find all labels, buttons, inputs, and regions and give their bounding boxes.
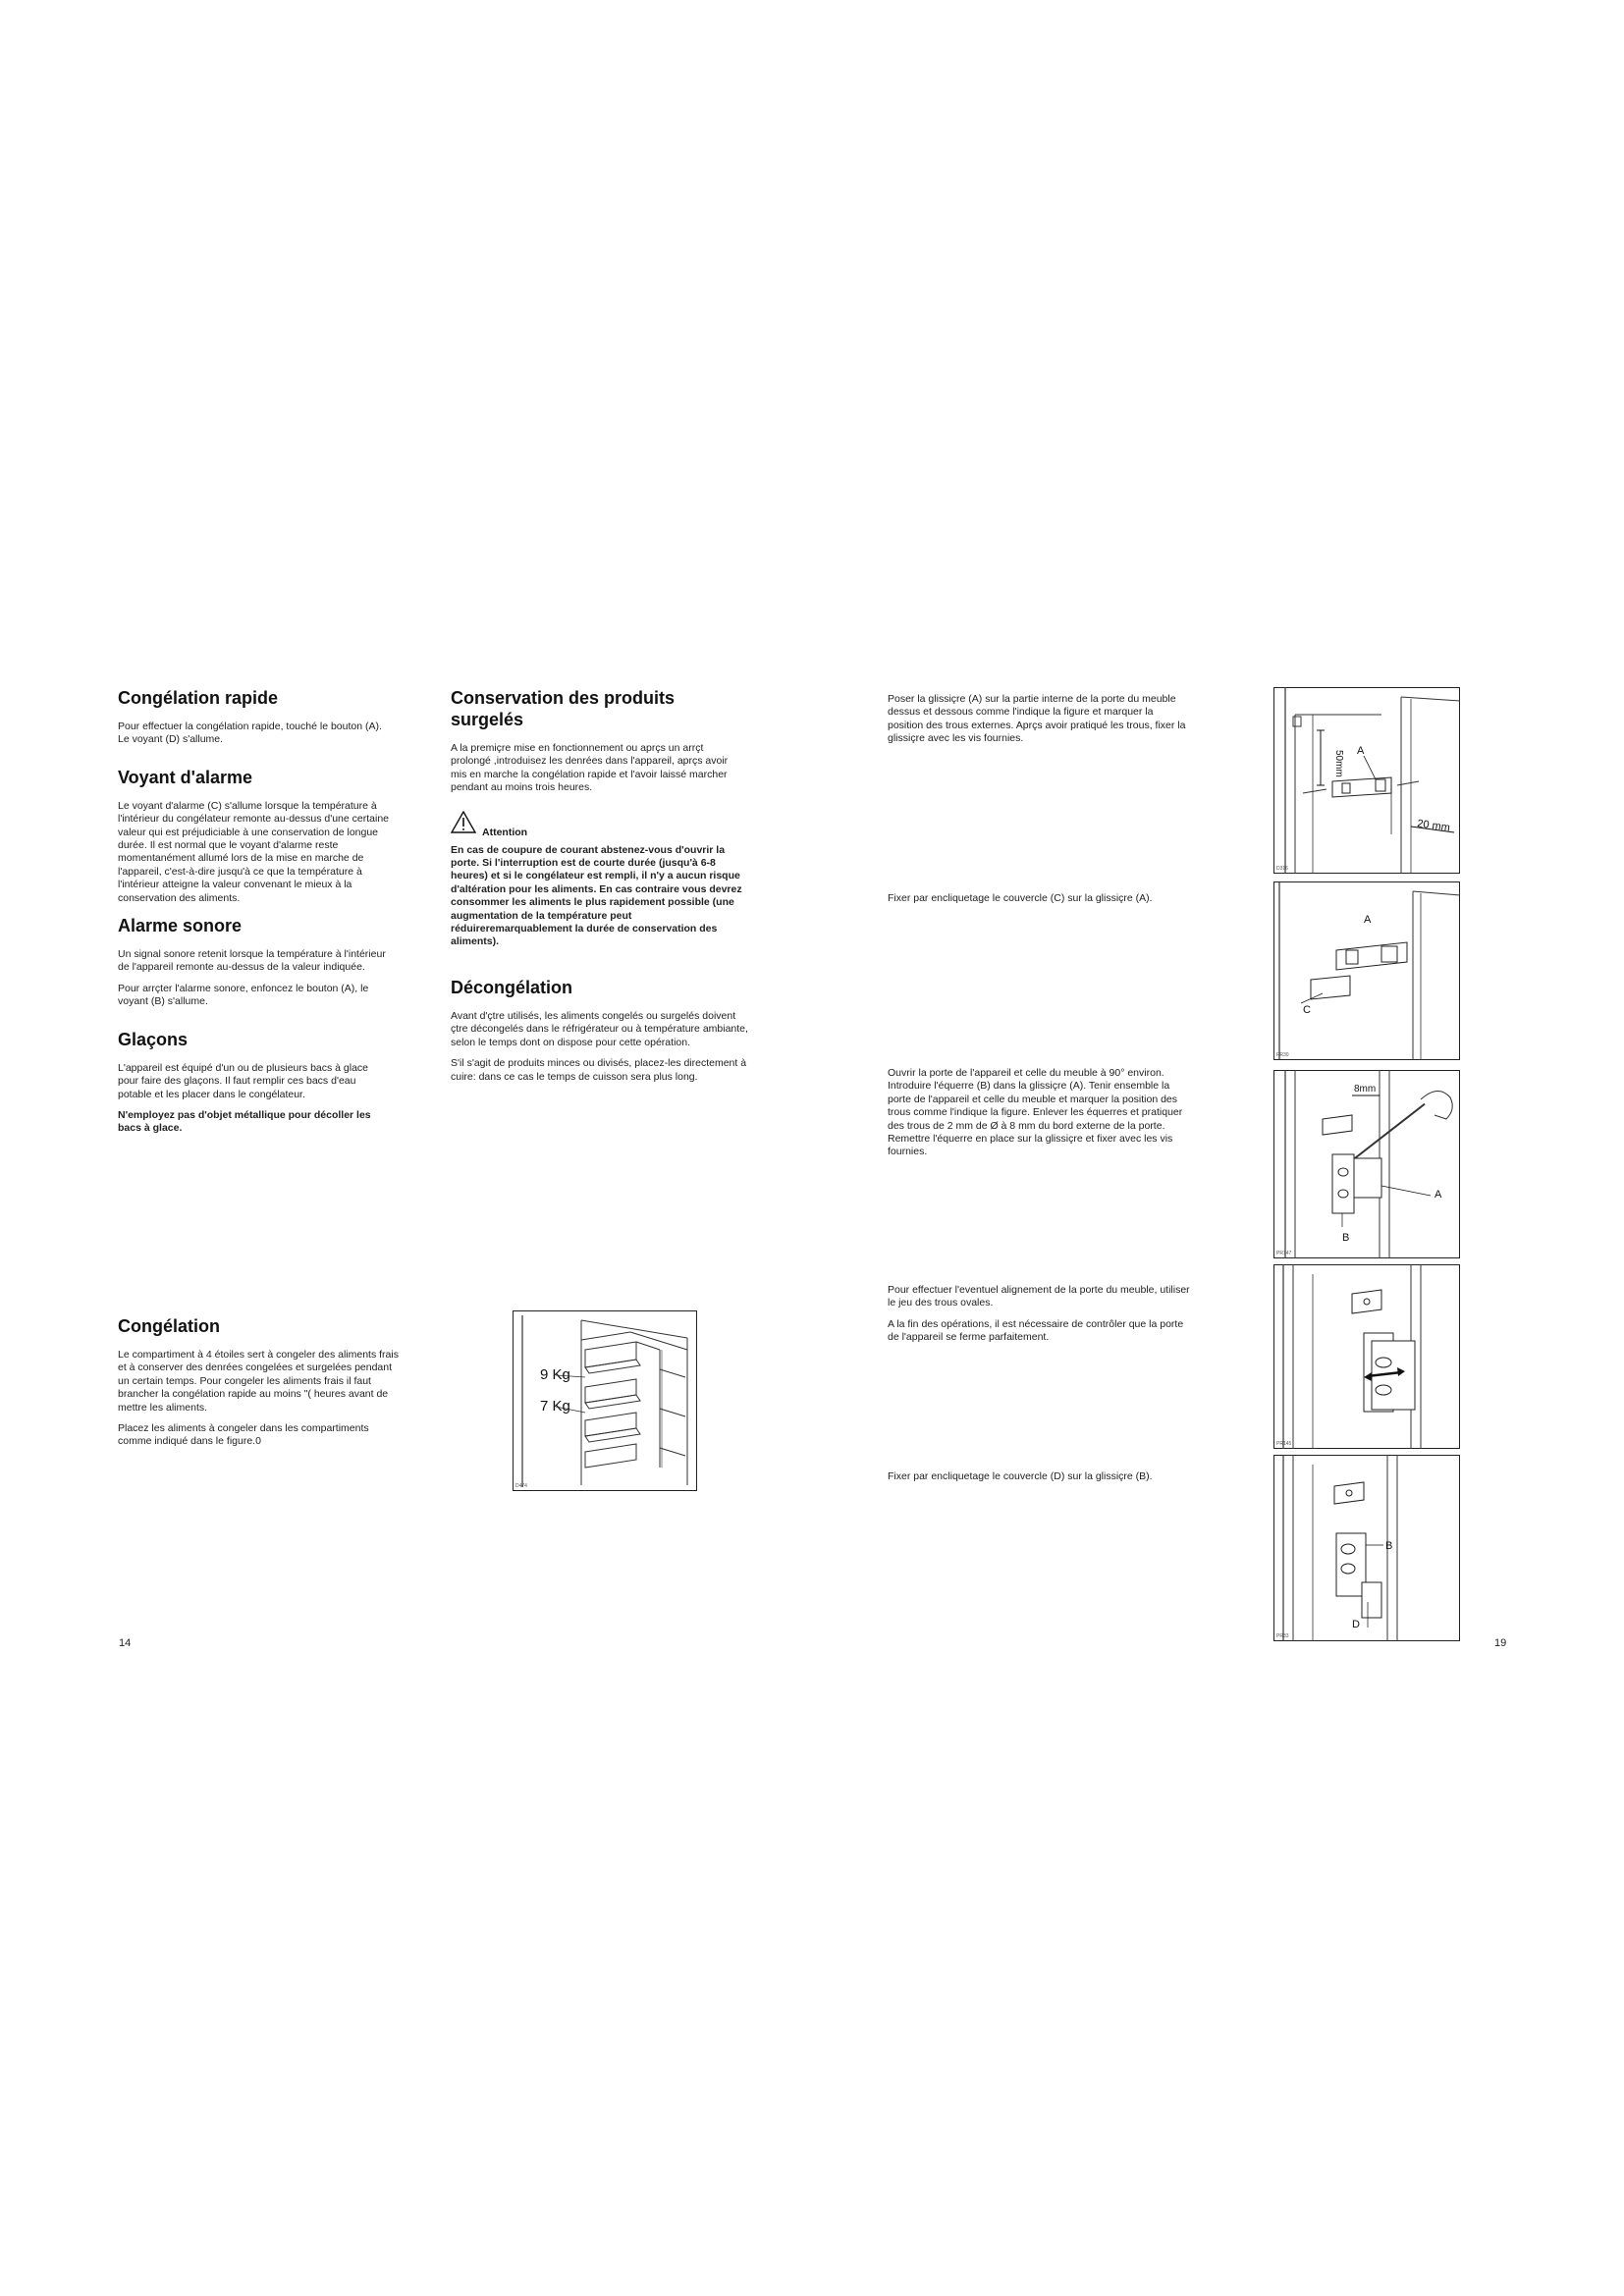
label-c-step2: C <box>1303 1004 1311 1016</box>
text-step-4-1: Pour effectuer l'eventuel alignement de la porte du meuble, utiliser le jeu des trous ovales. <box>888 1284 1190 1309</box>
label-9kg: 9 Kg <box>540 1366 570 1383</box>
page-number-right: 19 <box>1494 1637 1507 1649</box>
figure-step-2-couvercle <box>1273 881 1460 1060</box>
text-alarme-sonore-2: Pour arrçter l'alarme sonore, enfoncez le bouton (A), le voyant (B) s'allume. <box>118 982 369 1008</box>
heading-glacons: Glaçons <box>118 1029 189 1049</box>
figure-code-step2: PR30 <box>1276 1052 1289 1058</box>
figure-step-5-couvercle-d <box>1273 1455 1460 1641</box>
figure-code-step4: PR145 <box>1276 1441 1292 1447</box>
figure-code-step5: PR33 <box>1276 1633 1289 1639</box>
attention-label: Attention <box>482 826 528 838</box>
section-alarme-sonore <box>118 915 389 1009</box>
text-step-3: Ouvrir la porte de l'appareil et celle du meuble à 90° environ. Introduire l'équerre (B) dans la glissiçre (A). Tenir ensemble la porte de l'appareil et celle du meuble et marquer la position des trous comme l'indique la figure. Enlever les équerres et pratiquer des trous de 2 mm de Ø à 8 mm du bord externe de la porte. Remettre l'équerre en place sur la glissiçre et fixer avec les vis fournies. <box>888 1067 1183 1158</box>
label-dim-8mm: 8mm <box>1354 1084 1377 1095</box>
figure-step-4-alignment <box>1273 1264 1460 1449</box>
right-step-5-text <box>888 1470 1190 1491</box>
section-glacons <box>118 1029 389 1136</box>
text-step-2: Fixer par encliquetage le couvercle (C) sur la glissiçre (A). <box>888 892 1153 904</box>
text-congelation-1: Le compartiment à 4 étoiles sert à congeler des aliments frais et à conserver des denrées congelées et surgelées pendant un certain temps. Pour congeler les aliments frais il faut brancher la congélation rapide au moins "( heures avant de mettre les aliments. <box>118 1349 399 1414</box>
label-dim-50mm: 50mm <box>1333 750 1344 777</box>
text-step-1: Poser la glissiçre (A) sur la partie interne de la porte du meuble dessus et dessous comme l'indique la figure et marquer la position des trous externes. Aprçs avoir pratiqué les trous, fixer la glissiçre avec les vis fournies. <box>888 693 1186 745</box>
text-congelation-rapide: Pour effectuer la congélation rapide, touché le bouton (A). Le voyant (D) s'allume. <box>118 721 382 746</box>
heading-alarme-sonore: Alarme sonore <box>118 916 243 936</box>
label-b-step3: B <box>1342 1232 1350 1244</box>
attention-text: En cas de coupure de courant abstenez-vous d'ouvrir la porte. Si l'interruption est de courte durée (jusqu'à 6-8 heures) et si le congélateur est rempli, il n'y a aucun risque d'altération pour les aliments. En cas contraire vous devrez consommer les aliments le plus rapidement possible (une augmentation de la température peut réduireremarquablement la durée de conservation des aliments). <box>451 843 742 948</box>
warning-triangle-icon <box>451 811 476 838</box>
attention-block <box>451 811 753 838</box>
label-a-step2: A <box>1364 914 1372 926</box>
text-decongelation-1: Avant d'çtre utilisés, les aliments congelés ou surgelés doivent çtre décongelés dans le réfrigérateur ou à température ambiante, selon le temps dont on dispose pour cette opération. <box>451 1009 748 1048</box>
text-decongelation-2: S'il s'agit de produits minces ou divisés, placez-les directement à cuire: dans ce cas le temps de cuisson sera plus long. <box>451 1057 747 1083</box>
figure-code-step3: PR147 <box>1276 1251 1292 1256</box>
right-step-4-text <box>888 1284 1190 1353</box>
label-b-step5: B <box>1385 1540 1393 1552</box>
section-congelation <box>118 1315 399 1457</box>
label-d-step5: D <box>1352 1619 1360 1630</box>
right-step-1-text <box>888 693 1190 754</box>
text-conservation: A la premiçre mise en fonctionnement ou aprçs un arrçt prolongé ,introduisez les denrées dans l'appareil, aprçs avoir mis en marche la congélation rapide et l'avoir laissé marcher pendant au moins trois heures. <box>451 742 729 794</box>
right-step-2-text <box>888 892 1190 913</box>
figure-code-freezer: D474 <box>515 1483 527 1489</box>
figure-step-3-equerre <box>1273 1070 1460 1258</box>
heading-congelation-rapide: Congélation rapide <box>118 688 279 708</box>
text-step-4-2: A la fin des opérations, il est nécessaire de contrôler que la porte de l'appareil se ferme parfaitement. <box>888 1317 1184 1344</box>
figure-step-1-glissiere <box>1273 687 1460 874</box>
left-column-2 <box>451 687 753 1092</box>
label-dim-20mm: 20 mm <box>1416 818 1451 834</box>
heading-conservation: Conservation des produits surgelés <box>451 688 676 729</box>
left-column-1 <box>118 687 389 1144</box>
heading-congelation: Congélation <box>118 1316 220 1336</box>
text-step-5: Fixer par encliquetage le couvercle (D) sur la glissiçre (B). <box>888 1470 1153 1482</box>
label-a-step1: A <box>1357 745 1365 757</box>
figure-freezer-compartments <box>513 1310 697 1491</box>
warning-glacons: N'employez pas d'objet métallique pour décoller les bacs à glace. <box>118 1108 371 1135</box>
section-congelation-rapide <box>118 687 389 747</box>
figure-code-step1: D316 <box>1276 866 1288 872</box>
section-conservation <box>451 687 753 795</box>
text-voyant-alarme: Le voyant d'alarme (C) s'allume lorsque la température à l'intérieur du congélateur remonte au-dessus d'une certaine valeur qui est préjudiciable à une conservation de longue durée. Il est normal que le voyant d'alarme reste momentanément allumé lors de la mise en marche de l'appareil, c'est-à-dire jusqu'à ce que la température à l'intérieur atteigne la valeur convenant le mieux à la conservation des aliments. <box>118 799 390 904</box>
text-congelation-2: Placez les aliments à congeler dans les compartiments comme indiqué dans le figure.0 <box>118 1422 369 1448</box>
section-voyant-alarme <box>118 767 389 905</box>
heading-voyant-alarme: Voyant d'alarme <box>118 767 252 787</box>
label-a-step3: A <box>1435 1189 1442 1201</box>
section-decongelation <box>451 977 753 1084</box>
right-step-3-text <box>888 1067 1190 1167</box>
text-glacons: L'appareil est équipé d'un ou de plusieurs bacs à glace pour faire des glaçons. Il faut remplir ces bacs d'eau potable et les placer dans le congélateur. <box>118 1061 369 1100</box>
heading-decongelation: Décongélation <box>451 977 573 997</box>
text-alarme-sonore-1: Un signal sonore retenit lorsque la température à l'intérieur de l'appareil remonte au-dessus de la valeur indiquée. <box>118 948 386 974</box>
label-7kg: 7 Kg <box>540 1398 570 1415</box>
page-number-left: 14 <box>119 1637 132 1649</box>
